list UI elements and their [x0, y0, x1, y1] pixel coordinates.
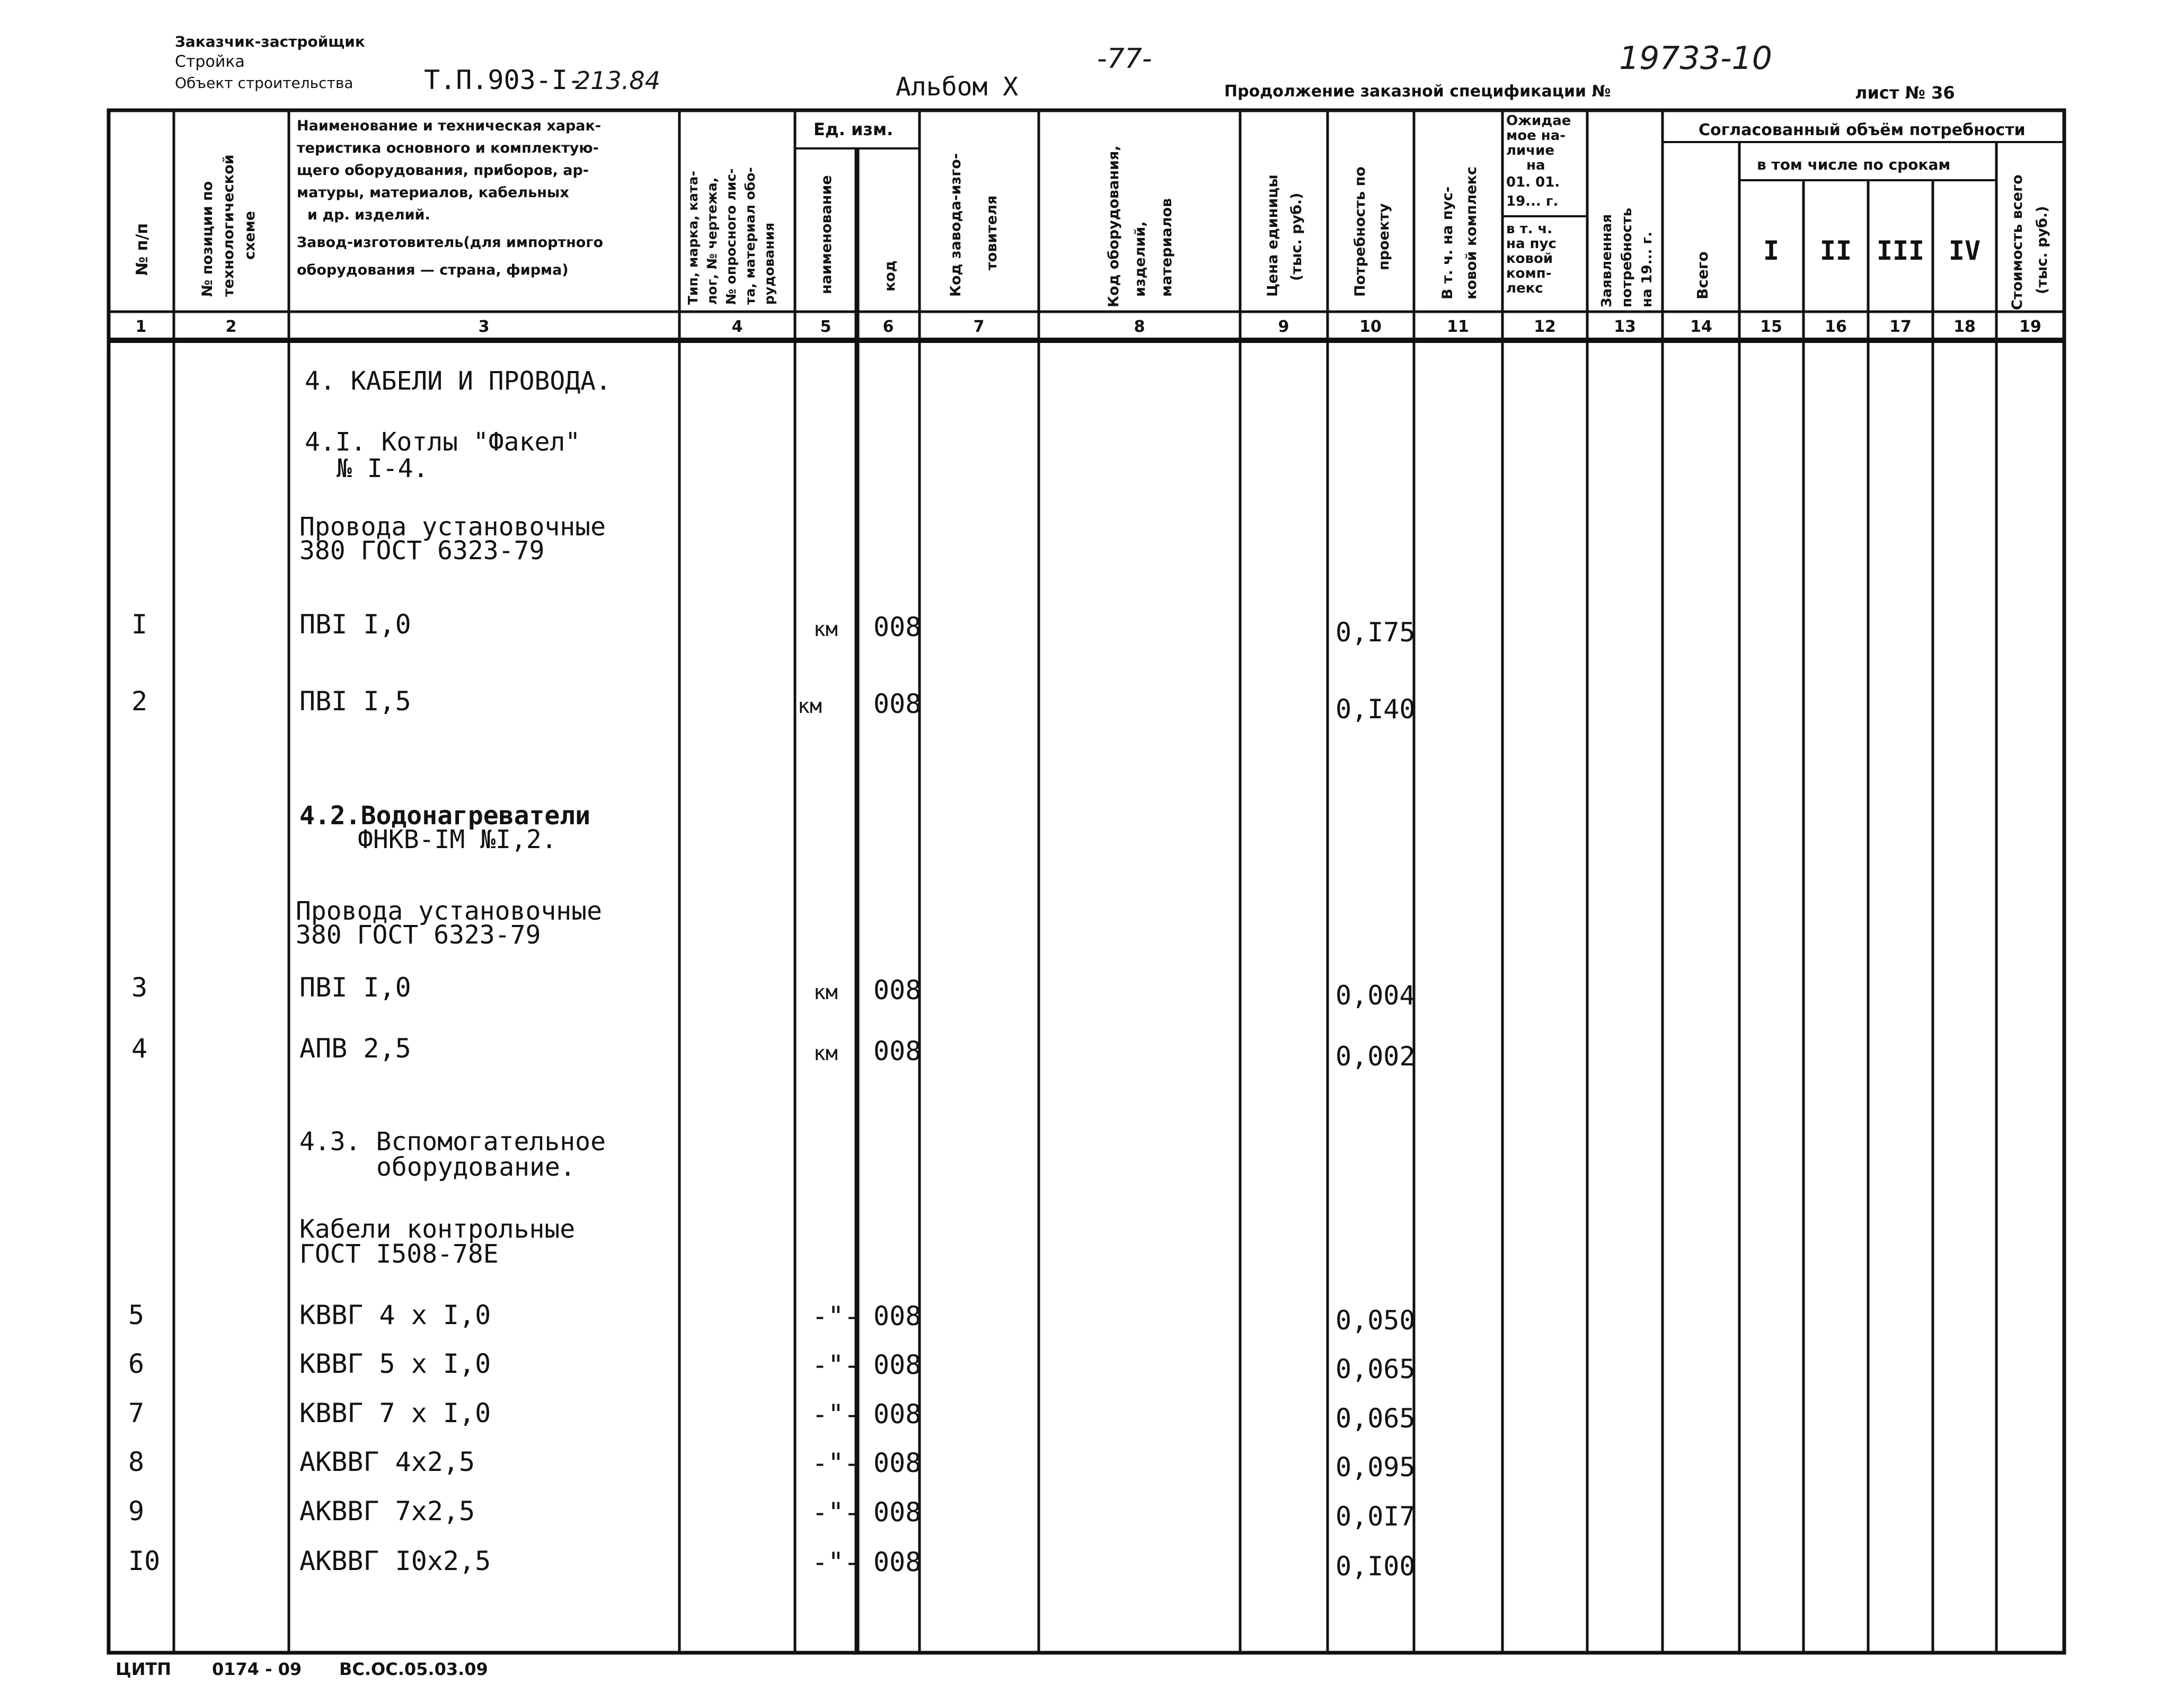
header-col-6: код [882, 260, 898, 292]
row-unit: -"- [812, 1547, 860, 1577]
svg-text:мое на-: мое на- [1506, 128, 1566, 144]
subsection-title: 4.І. Котлы "Факел" [305, 427, 581, 457]
svg-text:лекс: лекс [1506, 280, 1543, 296]
header-col-17: III [1876, 235, 1925, 266]
section-title: 4. КАБЕЛИ И ПРОВОДА. [305, 366, 611, 396]
svg-text:15: 15 [1760, 318, 1782, 336]
row-name: АКВВГ І0х2,5 [299, 1546, 491, 1576]
footer-number: 0174 - 09 [212, 1659, 302, 1679]
svg-text:проекту: проекту [1376, 203, 1392, 270]
row-quantity: 0,065 [1336, 1354, 1416, 1385]
table-row [128, 1546, 1416, 1582]
svg-text:Цена единицы: Цена единицы [1265, 174, 1281, 297]
svg-text:Код оборудования,: Код оборудования, [1106, 145, 1122, 307]
subsection-title: 4.2.Водонагреватели [299, 801, 591, 831]
svg-text:11: 11 [1447, 318, 1469, 336]
svg-text:Код завода-изго-: Код завода-изго- [948, 153, 964, 297]
header-col-10 [1352, 166, 1392, 297]
header-unit-group: Ед. изм. [814, 119, 894, 139]
document-number: 19733-10 [1619, 40, 1772, 77]
subsection-subtitle: № І-4. [337, 454, 429, 483]
customer-label: Заказчик-застройщик [175, 33, 365, 50]
header-col-8 [1106, 145, 1175, 307]
header-col-3 [297, 118, 603, 278]
row-name: АКВВГ 7х2,5 [299, 1496, 475, 1527]
table-row [131, 609, 1416, 648]
svg-text:технологической: технологической [220, 154, 237, 297]
subsection-subtitle: оборудование. [376, 1152, 576, 1182]
svg-text:12: 12 [1534, 318, 1556, 336]
header-col-18: IV [1948, 235, 1981, 266]
svg-text:№ позиции по: № позиции по [199, 181, 216, 297]
row-unit: -"- [812, 1350, 860, 1380]
svg-text:3: 3 [478, 318, 490, 336]
svg-text:19: 19 [2019, 318, 2041, 336]
table-body-sections [296, 366, 611, 1269]
table-row [128, 1496, 1416, 1532]
svg-text:личие: личие [1506, 143, 1554, 158]
svg-text:теристика основного и комплект: теристика основного и комплектую- [297, 140, 599, 156]
svg-text:5: 5 [820, 318, 832, 336]
row-name: ПВІ І,5 [299, 686, 411, 717]
row-name: АПВ 2,5 [299, 1033, 411, 1064]
table-row [131, 686, 1416, 725]
svg-text:Потребность по: Потребность по [1352, 166, 1368, 297]
svg-text:№ опросного лис-: № опросного лис- [723, 168, 739, 305]
svg-text:Тип, марка, ката-: Тип, марка, ката- [685, 171, 701, 305]
header-col-14: Всего [1694, 251, 1711, 299]
svg-text:ковой: ковой [1506, 251, 1553, 267]
row-quantity: 0,095 [1336, 1452, 1416, 1483]
table-row [131, 972, 1416, 1011]
header-col-5: наименование [818, 175, 835, 294]
svg-text:2: 2 [225, 318, 237, 336]
svg-text:схеме: схеме [242, 210, 258, 260]
row-name: ПВІ І,0 [299, 609, 411, 640]
table-row [128, 1447, 1416, 1483]
header-col-1: № п/п [133, 223, 152, 276]
svg-text:(тыс. руб.): (тыс. руб.) [2034, 206, 2050, 294]
row-quantity: 0,004 [1336, 980, 1416, 1011]
group-subtitle: 380 ГОСТ 6323-79 [296, 920, 541, 950]
object-label: Объект строительства [175, 74, 353, 92]
svg-text:Ожидае: Ожидае [1506, 113, 1571, 129]
svg-text:матуры, материалов, кабельных: матуры, материалов, кабельных [297, 184, 569, 201]
header-col-7 [948, 153, 1000, 297]
page-footer [116, 1659, 488, 1679]
row-number: 3 [131, 972, 148, 1003]
svg-text:9: 9 [1278, 318, 1289, 336]
svg-text:7: 7 [973, 318, 985, 336]
svg-text:на: на [1526, 157, 1545, 173]
row-quantity: 0,065 [1336, 1403, 1416, 1434]
svg-text:Стоимость всего: Стоимость всего [2009, 174, 2026, 310]
object-code: Т.П.903-І- [424, 65, 584, 95]
header-terms-group: в том числе по срокам [1757, 156, 1951, 173]
group-subtitle: 380 ГОСТ 6323-79 [299, 536, 545, 566]
row-name: АКВВГ 4х2,5 [299, 1447, 475, 1477]
row-quantity: 0,І40 [1336, 694, 1416, 725]
album-label: Альбом X [896, 72, 1019, 102]
site-label: Стройка [175, 52, 245, 71]
group-subtitle: ГОСТ І508-78Е [299, 1239, 499, 1269]
svg-text:01. 01.: 01. 01. [1506, 174, 1560, 190]
svg-text:В т. ч. на пус-: В т. ч. на пус- [1439, 186, 1456, 299]
row-code: 008 [873, 975, 922, 1006]
row-number: 8 [128, 1447, 145, 1477]
svg-text:в т. ч.: в т. ч. [1506, 221, 1553, 237]
svg-text:ковой комплекс: ковой комплекс [1463, 166, 1480, 299]
svg-text:на пус: на пус [1506, 236, 1557, 252]
table-row [128, 1300, 1416, 1336]
row-code: 008 [873, 689, 922, 719]
row-code: 008 [873, 1547, 922, 1577]
svg-text:и др. изделий.: и др. изделий. [307, 207, 430, 223]
row-name: ПВІ І,0 [299, 972, 411, 1003]
svg-text:18: 18 [1953, 318, 1976, 336]
row-quantity: 0,050 [1336, 1305, 1416, 1336]
header-col-4 [685, 167, 777, 305]
row-quantity: 0,002 [1336, 1041, 1416, 1072]
svg-text:1: 1 [135, 318, 147, 336]
page-mark: -77- [1097, 43, 1152, 75]
row-code: 008 [873, 1036, 922, 1066]
svg-text:потребность: потребность [1619, 207, 1635, 307]
table-rows [128, 609, 1416, 1582]
subsection-subtitle: ФНКВ-ІМ №І,2. [358, 825, 557, 854]
svg-text:Наименование и техническая хар: Наименование и техническая харак- [297, 118, 602, 134]
top-header [175, 33, 1955, 103]
svg-text:10: 10 [1359, 318, 1382, 336]
svg-text:Заявленная: Заявленная [1599, 214, 1615, 307]
row-unit: -"- [812, 1448, 860, 1478]
row-unit: -"- [812, 1497, 860, 1528]
row-code: 008 [873, 1399, 922, 1430]
row-number: І0 [128, 1546, 161, 1576]
svg-text:комп-: комп- [1506, 266, 1552, 281]
svg-text:17: 17 [1889, 318, 1912, 336]
footer-org: ЦИТП [116, 1659, 172, 1679]
row-number: 4 [131, 1033, 148, 1064]
svg-text:19... г.: 19... г. [1506, 193, 1559, 209]
row-number: 5 [128, 1300, 145, 1330]
row-name: КВВГ 5 х І,0 [299, 1348, 491, 1379]
svg-text:та, материал обо-: та, материал обо- [742, 167, 758, 305]
header-col-9 [1265, 174, 1305, 297]
row-quantity: 0,0І7 [1336, 1501, 1416, 1532]
svg-text:8: 8 [1134, 318, 1145, 336]
row-unit: км [814, 1042, 838, 1065]
svg-text:лог, № чертежа,: лог, № чертежа, [704, 177, 720, 305]
row-name: КВВГ 7 х І,0 [299, 1398, 491, 1429]
header-col-13 [1599, 208, 1655, 307]
row-number: І [131, 609, 148, 640]
footer-code: ВС.ОС.05.03.09 [339, 1659, 488, 1679]
row-code: 008 [873, 1497, 922, 1528]
svg-text:материалов: материалов [1159, 198, 1175, 297]
table-headers [133, 113, 2050, 336]
header-col-16: II [1819, 235, 1852, 266]
row-unit: -"- [812, 1301, 860, 1332]
row-number: 9 [128, 1496, 145, 1527]
row-quantity: 0,І75 [1336, 617, 1416, 648]
svg-text:16: 16 [1825, 318, 1847, 336]
row-unit: -"- [812, 1399, 860, 1430]
group-title: Кабели контрольные [299, 1214, 576, 1244]
subsection-title: 4.3. Вспомогательное [299, 1127, 606, 1157]
table-row [128, 1348, 1416, 1385]
header-terms [1763, 235, 1980, 266]
svg-text:щего оборудования, приборов, а: щего оборудования, приборов, ар- [297, 162, 589, 179]
continuation-label: Продолжение заказной спецификации № [1224, 82, 1611, 101]
svg-text:6: 6 [882, 318, 894, 336]
svg-text:13: 13 [1614, 318, 1636, 336]
header-col-15: I [1763, 235, 1780, 266]
row-quantity: 0,І00 [1336, 1551, 1416, 1582]
row-name: КВВГ 4 х І,0 [299, 1300, 491, 1330]
sheet-number: лист № 36 [1855, 83, 1955, 103]
svg-text:товителя: товителя [984, 195, 1000, 270]
row-unit: км [798, 694, 822, 718]
table-row [131, 1033, 1416, 1072]
row-unit: км [814, 618, 838, 641]
svg-text:4: 4 [731, 318, 743, 336]
row-code: 008 [873, 612, 922, 642]
svg-text:Завод-изготовитель(для импортн: Завод-изготовитель(для импортного [297, 234, 604, 251]
row-code: 008 [873, 1350, 922, 1380]
svg-text:на 19... г.: на 19... г. [1639, 232, 1655, 307]
header-col-2 [199, 154, 258, 297]
row-number: 2 [131, 686, 148, 717]
table-row [128, 1398, 1416, 1434]
group-title: Провода установочные [296, 896, 602, 926]
svg-text:рудования: рудования [762, 222, 777, 305]
row-number: 6 [128, 1348, 145, 1379]
column-number-row [136, 318, 2041, 336]
svg-text:изделий,: изделий, [1132, 221, 1148, 297]
header-col-11 [1439, 166, 1480, 299]
header-col-12 [1506, 113, 1571, 296]
group-title: Провода установочные [299, 512, 606, 542]
row-code: 008 [873, 1301, 922, 1332]
row-number: 7 [128, 1398, 145, 1429]
object-code-handwritten: 213.84 [575, 66, 660, 95]
row-code: 008 [873, 1448, 922, 1478]
header-agreed-group: Согласованный объём потребности [1699, 121, 2026, 139]
header-col-19 [2009, 174, 2050, 310]
row-unit: км [814, 981, 838, 1004]
svg-text:оборудования — страна, фирма): оборудования — страна, фирма) [297, 262, 569, 278]
svg-text:(тыс. руб.): (тыс. руб.) [1288, 192, 1305, 281]
svg-text:14: 14 [1690, 318, 1712, 336]
